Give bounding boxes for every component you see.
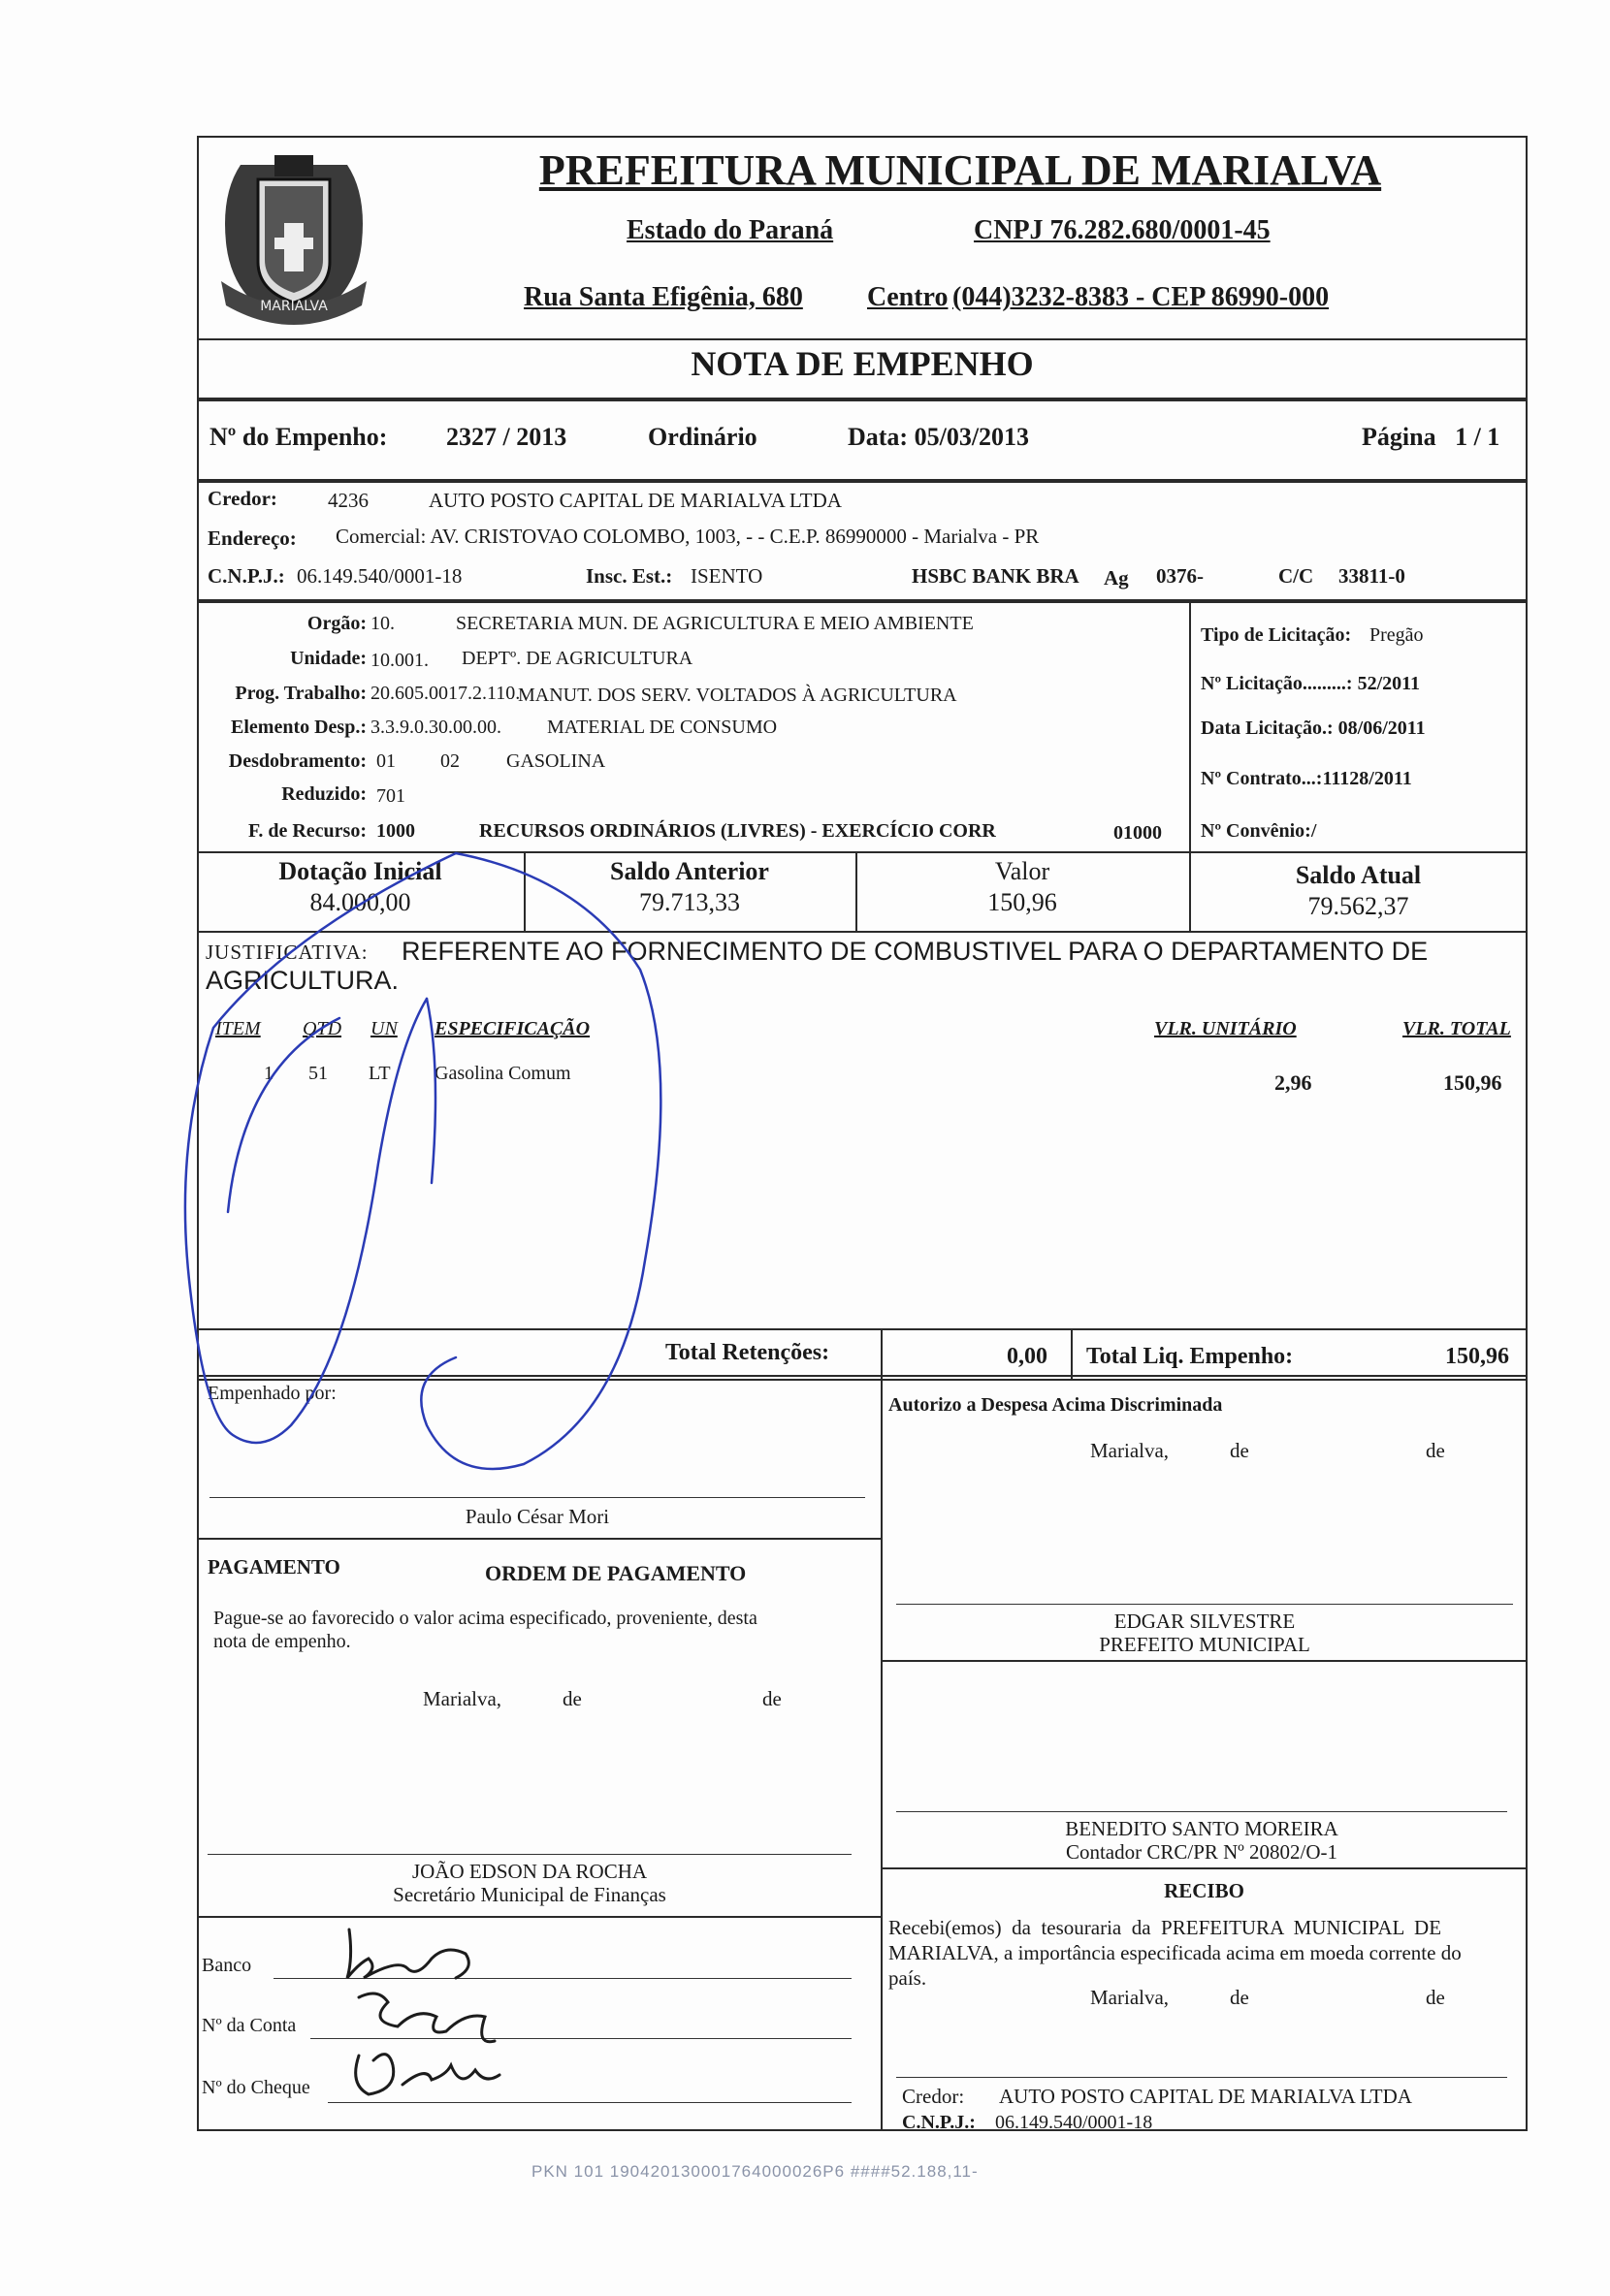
elemento-code: 3.3.9.0.30.00.00. <box>370 717 501 738</box>
credor-cc-label: C/C <box>1278 564 1314 588</box>
credor-insc: ISENTO <box>691 564 763 588</box>
credor-ag-label: Ag <box>1104 566 1129 590</box>
header-phone-cep: (044)3232-8383 - CEP 86990-000 <box>952 282 1330 312</box>
prog-label: Prog. Trabalho: <box>235 683 367 704</box>
valor-value: 150,96 <box>987 888 1057 916</box>
item-row-unit: 2,96 <box>1274 1070 1312 1095</box>
total-liquido-value: 150,96 <box>1445 1344 1509 1369</box>
saldo-atual-label: Saldo Atual <box>1295 861 1422 889</box>
header-cnpj: CNPJ 76.282.680/0001-45 <box>974 215 1271 245</box>
saldo-anterior-value: 79.713,33 <box>639 888 740 916</box>
section-divider-left-2 <box>197 1916 881 1918</box>
empenho-type: Ordinário <box>648 423 757 451</box>
desdobramento-a: 01 <box>376 750 396 772</box>
autorizo-label: Autorizo a Despesa Acima Discriminada <box>888 1394 1223 1416</box>
justificativa-label: JUSTIFICATIVA: <box>206 941 369 964</box>
items-header-un: UN <box>370 1018 398 1039</box>
conta-label: Nº da Conta <box>202 2015 297 2036</box>
credor-cnpj-label: C.N.P.J.: <box>208 564 285 588</box>
recibo-credor-name: AUTO POSTO CAPITAL DE MARIALVA LTDA <box>999 2085 1412 2108</box>
contador-signature-line <box>896 1811 1507 1812</box>
totals-div-1 <box>881 1328 883 1381</box>
items-header-unit: VLR. UNITÁRIO <box>1154 1018 1297 1039</box>
totals-div-2 <box>1071 1328 1073 1381</box>
prefeito-name: EDGAR SILVESTRE <box>1113 1610 1296 1633</box>
elemento-name: MATERIAL DE CONSUMO <box>547 717 778 738</box>
section-divider-left <box>197 1538 881 1540</box>
right-divider-2 <box>881 1867 1528 1869</box>
recurso-name: RECURSOS ORDINÁRIOS (LIVRES) - EXERCÍCIO CORR <box>479 820 996 842</box>
credor-cnpj: 06.149.540/0001-18 <box>297 564 463 588</box>
lower-vertical-divider <box>881 1379 883 2131</box>
valor-label: Valor <box>994 857 1050 885</box>
budget-divider <box>1189 601 1191 853</box>
contador-title: Contador CRC/PR Nº 20802/O-1 <box>1065 1840 1338 1864</box>
orgao-label: Orgão: <box>306 613 367 634</box>
unidade-label: Unidade: <box>290 648 367 669</box>
header-divider <box>197 338 1528 340</box>
elemento-label: Elemento Desp.: <box>231 717 367 738</box>
items-header-total: VLR. TOTAL <box>1402 1018 1511 1039</box>
autorizo-de-2: de <box>1426 1439 1445 1462</box>
contador-name: BENEDITO SANTO MOREIRA <box>1065 1817 1338 1840</box>
secretario-name: JOÃO EDSON DA ROCHA <box>411 1860 648 1883</box>
svg-text:MARIALVA: MARIALVA <box>260 299 328 314</box>
recibo-de-1: de <box>1230 1986 1249 2009</box>
licitacao-tipo-label: Tipo de Licitação: <box>1201 624 1352 646</box>
banco-label: Banco <box>202 1955 252 1976</box>
lower-box <box>197 1379 1528 2131</box>
header-state: Estado do Paraná <box>627 215 834 245</box>
autorizo-de-1: de <box>1230 1439 1249 1462</box>
right-divider-1 <box>881 1660 1528 1662</box>
credor-code: 4236 <box>328 489 369 512</box>
empenho-page: Página 1 / 1 <box>1362 423 1500 451</box>
orgao-code: 10. <box>370 613 395 634</box>
recibo-text-2: MARIALVA, a importância especificada acima em moeda corrente do <box>888 1941 1462 1964</box>
licitacao-data: Data Licitação.: 08/06/2011 <box>1201 718 1426 739</box>
unidade-code: 10.001. <box>370 650 429 671</box>
credor-ag: 0376- <box>1156 564 1204 588</box>
empenho-number-label: Nº do Empenho: <box>209 423 388 451</box>
pagamento-label: PAGAMENTO <box>208 1555 340 1578</box>
item-row-un: LT <box>369 1063 391 1084</box>
prefeito-title: PREFEITO MUNICIPAL <box>1099 1633 1310 1656</box>
justificativa-line2: AGRICULTURA. <box>206 966 400 995</box>
document-title: NOTA DE EMPENHO <box>691 344 1034 383</box>
desdobramento-b: 02 <box>440 750 460 772</box>
licitacao-tipo-value: Pregão <box>1369 624 1424 646</box>
prog-name: MANUT. DOS SERV. VOLTADOS À AGRICULTURA <box>518 685 957 706</box>
recibo-cnpj-label: C.N.P.J.: <box>902 2112 976 2133</box>
header-address: Rua Santa Efigênia, 680 <box>524 282 803 312</box>
secretario-title: Secretário Municipal de Finanças <box>393 1883 666 1906</box>
reduzido-label: Reduzido: <box>281 783 367 805</box>
recibo-credor-label: Credor: <box>902 2085 965 2108</box>
credor-name: AUTO POSTO CAPITAL DE MARIALVA LTDA <box>429 489 842 512</box>
credor-cc: 33811-0 <box>1338 564 1405 588</box>
desdobramento-name: GASOLINA <box>506 750 606 772</box>
pagamento-de-1: de <box>563 1687 582 1710</box>
justificativa-line1: REFERENTE AO FORNECIMENTO DE COMBUSTIVEL PARA O DEPARTAMENTO DE <box>402 937 1429 966</box>
cheque-line <box>328 2102 852 2103</box>
empenho-number: 2327 / 2013 <box>446 423 567 451</box>
desdobramento-label: Desdobramento: <box>228 750 367 772</box>
recibo-signature-line <box>896 2077 1507 2078</box>
credor-label: Credor: <box>208 487 277 510</box>
recurso-code: 1000 <box>376 820 415 842</box>
licitacao-contrato: Nº Contrato...:11128/2011 <box>1201 768 1412 789</box>
footer-code: PKN 101 190420130001764000026P6 ####52.188,11- <box>531 2162 979 2181</box>
items-box <box>197 931 1528 1377</box>
recibo-cnpj: 06.149.540/0001-18 <box>995 2112 1153 2133</box>
empenhado-name: Paulo César Mori <box>465 1505 610 1528</box>
recibo-text-1: Recebi(emos) da tesouraria da PREFEITURA MUNICIPAL DE <box>888 1916 1442 1939</box>
retencoes-value: 0,00 <box>1007 1344 1047 1369</box>
saldo-atual-value: 79.562,37 <box>1307 892 1409 920</box>
unidade-name: DEPTº. DE AGRICULTURA <box>462 648 693 669</box>
item-row-total: 150,96 <box>1443 1070 1502 1095</box>
header-title: PREFEITURA MUNICIPAL DE MARIALVA <box>538 146 1382 194</box>
prefeito-signature-line <box>896 1604 1513 1605</box>
saldo-anterior-label: Saldo Anterior <box>610 857 769 885</box>
item-row-qtd: 51 <box>308 1063 328 1084</box>
pagamento-text-1: Pague-se ao favorecido o valor acima especificado, proveniente, desta <box>213 1608 757 1629</box>
dotacao-value: 84.000,00 <box>309 888 411 916</box>
empenhado-signature-line <box>209 1497 865 1498</box>
pagamento-text-2: nota de empenho. <box>213 1631 351 1652</box>
totals-box <box>197 1328 1528 1381</box>
cheque-label: Nº do Cheque <box>202 2077 310 2098</box>
items-header-item: ITEM <box>215 1018 261 1039</box>
item-row-espec: Gasolina Comum <box>435 1063 571 1084</box>
empenhado-label: Empenhado por: <box>208 1383 337 1404</box>
reduzido-value: 701 <box>376 785 405 807</box>
credor-address: Comercial: AV. CRISTOVAO COLOMBO, 1003, - - C.E.P. 86990000 - Marialva - PR <box>336 525 1040 548</box>
autorizo-city: Marialva, <box>1090 1439 1170 1462</box>
banco-line <box>274 1978 852 1979</box>
recibo-de-2: de <box>1426 1986 1445 2009</box>
retencoes-label: Total Retenções: <box>665 1340 830 1365</box>
pagamento-city: Marialva, <box>423 1687 502 1710</box>
credor-bank: HSBC BANK BRA <box>912 564 1079 588</box>
items-header-qtd: QTD <box>303 1018 342 1039</box>
recibo-text-3: país. <box>888 1966 927 1990</box>
ordem-pagamento-label: ORDEM DE PAGAMENTO <box>485 1561 747 1585</box>
empenho-date: Data: 05/03/2013 <box>848 423 1030 451</box>
credor-address-label: Endereço: <box>208 526 297 550</box>
conta-line <box>310 2038 852 2039</box>
licitacao-numero: Nº Licitação.........: 52/2011 <box>1201 673 1421 694</box>
credor-insc-label: Insc. Est.: <box>586 564 673 588</box>
licitacao-convenio: Nº Convênio:/ <box>1201 820 1317 842</box>
items-header-espec: ESPECIFICAÇÃO <box>435 1018 591 1039</box>
coat-of-arms-logo <box>202 136 386 339</box>
pagamento-de-2: de <box>762 1687 782 1710</box>
item-row-item: 1 <box>264 1063 274 1084</box>
recibo-title: RECIBO <box>1164 1879 1244 1902</box>
header-district: Centro <box>867 282 949 312</box>
orgao-name: SECRETARIA MUN. DE AGRICULTURA E MEIO AMBIENTE <box>456 613 974 634</box>
secretario-signature-line <box>208 1854 852 1855</box>
prog-code: 20.605.0017.2.110. <box>370 683 521 704</box>
recibo-city: Marialva, <box>1090 1986 1170 2009</box>
recurso-label: F. de Recurso: <box>247 820 367 842</box>
total-liquido-label: Total Liq. Empenho: <box>1086 1344 1294 1369</box>
recurso-number: 01000 <box>1113 822 1162 844</box>
dotacao-label: Dotação Inicial <box>278 857 442 885</box>
